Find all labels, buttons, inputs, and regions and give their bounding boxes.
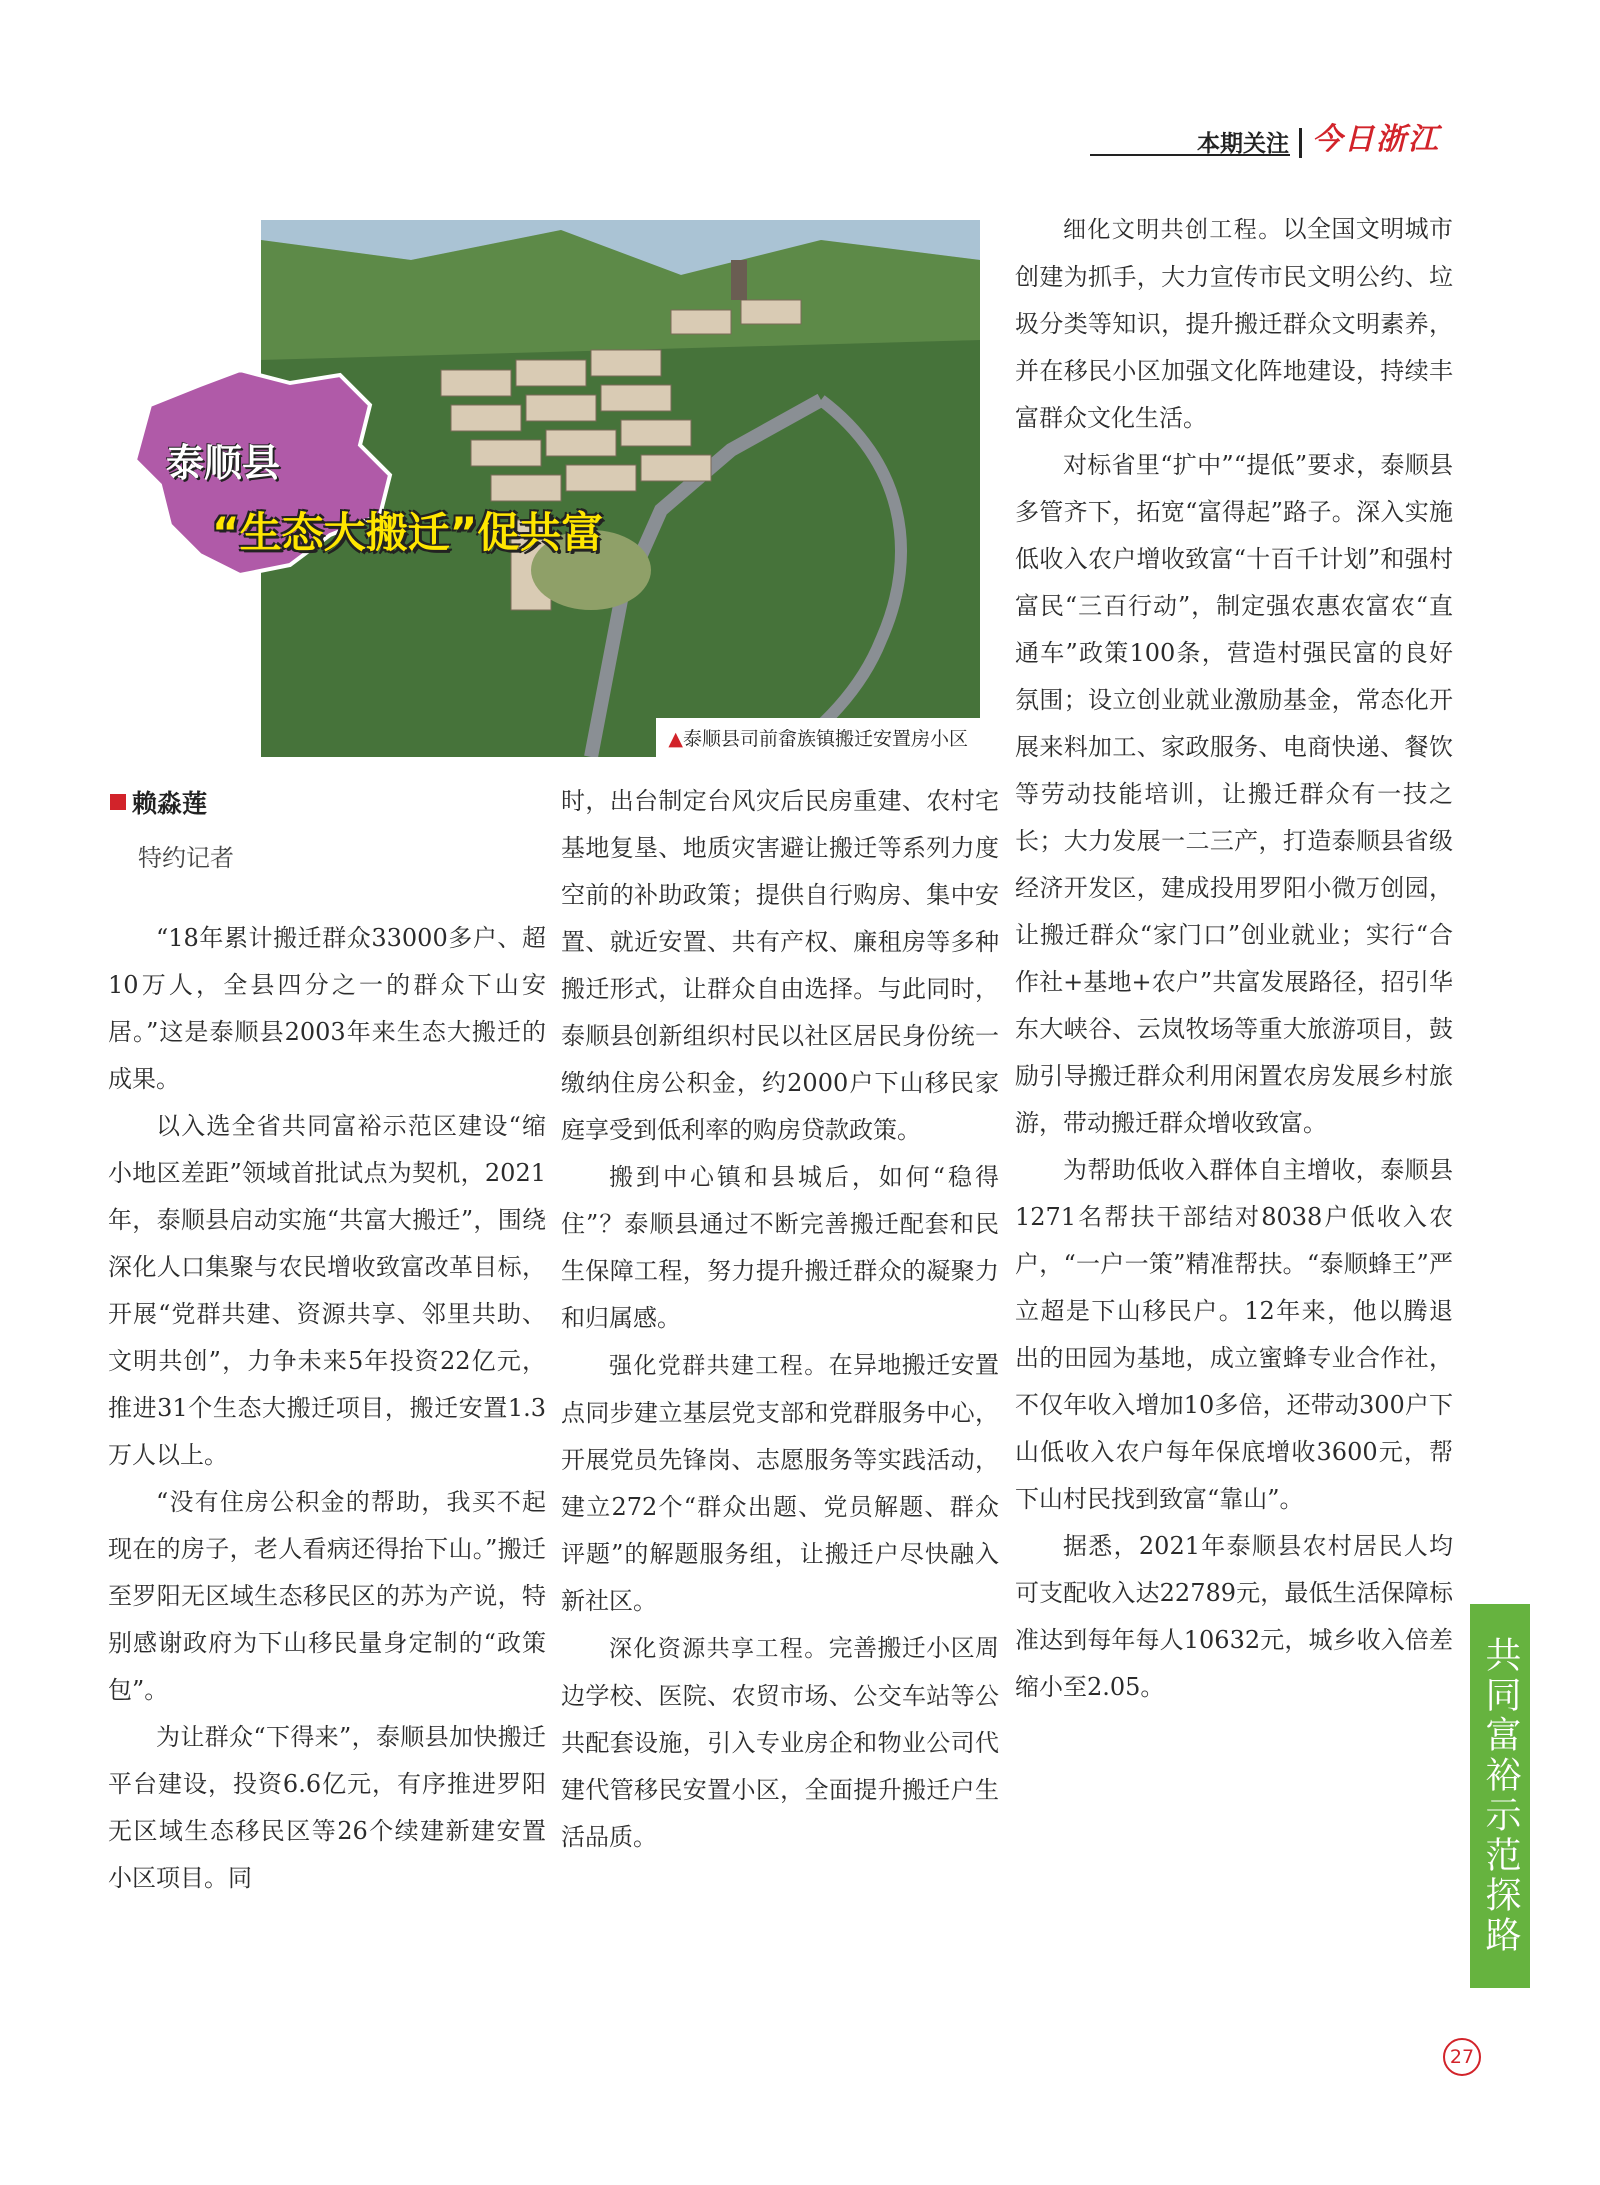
paragraph [1015,206,1453,442]
paragraph: “没有住房公积金的帮助，我买不起现在的房子，老人看病还得抬下山。”搬迁至罗阳无区域生态移民区的苏为产说，特别感谢政府为下山移民量身定制的“政策包”。 [108,1488,546,1704]
section-lead: 深化资源共享工程。 [609,1636,829,1662]
byline [110,784,234,873]
paragraph: 据悉，2021年泰顺县农村居民人均可支配收入达22789元，最低生活保障标准达到每年每人10632元，城乡收入倍差缩小至2.05。 [1015,1532,1453,1701]
section-tab: 共同富裕示范探路 [1470,1604,1530,1988]
byline-square-icon [110,794,126,810]
page-header [1197,118,1440,158]
header-divider [1299,128,1302,158]
section-lead: 强化党群共建工程。 [609,1353,829,1379]
paragraph: “18年累计搬迁群众33000多户、超10万人，全县四分之一的群众下山安居。”这是泰顺县2003年来生态大搬迁的成果。 [108,924,546,1093]
headline-main: “生态大搬迁”促共富 [212,508,604,557]
article-column-3 [1015,206,1453,1711]
author-role: 特约记者 [138,844,234,872]
section-body: 在异地搬迁安置点同步建立基层党支部和党群服务中心，开展党员先锋岗、志愿服务等实践活动，建立272个“群众出题、党员解题、群众评题”的解题服务组，让搬迁户尽快融入新社区。 [561,1351,1000,1615]
photo-caption [656,718,980,757]
section-body: 完善搬迁小区周边学校、医院、农贸市场、公交车站等公共配套设施，引入专业房企和物业公司代建代管移民安置小区，全面提升搬迁户生活品质。 [561,1634,1000,1851]
section-lead: 细化文明共创工程。 [1063,217,1283,243]
paragraph: 以入选全省共同富裕示范区建设“缩小地区差距”领域首批试点为契机，2021年，泰顺县启动实施“共富大搬迁”，围绕深化人口集聚与农民增收致富改革目标，开展“党群共建、资源共享、邻里共助、文明共创”，力争未来5年投资22亿元，推进31个生态大搬迁项目，搬迁安置1.3万人以上。 [108,1112,546,1469]
author-name-row [110,784,234,820]
paragraph [561,1625,999,1861]
section-body: 以全国文明城市创建为抓手，大力宣传市民文明公约、垃圾分类等知识，提升搬迁群众文明素养，并在移民小区加强文化阵地建设，持续丰富群众文化生活。 [1015,215,1454,432]
column-label: 本期关注 [1197,131,1289,157]
author-name: 赖淼莲 [132,789,208,818]
page-number: 27 [1443,2038,1481,2076]
caption-triangle-icon: ▲ [668,728,683,750]
headline-county: 泰顺县 [166,441,281,485]
paragraph: 搬到中心镇和县城后，如何“稳得住”？泰顺县通过不断完善搬迁配套和民生保障工程，努力提升搬迁群众的凝聚力和归属感。 [561,1163,999,1332]
article-column-1 [108,915,546,1902]
paragraph: 时，出台制定台风灾后民房重建、农村宅基地复垦、地质灾害避让搬迁等系列力度空前的补助政策；提供自行购房、集中安置、就近安置、共有产权、廉租房等多种搬迁形式，让群众自由选择。与此同时，泰顺县创新组织村民以社区居民身份统一缴纳住房公积金，约2000户下山移民家庭享受到低利率的购房贷款政策。 [561,787,999,1144]
paragraph: 为让群众“下得来”，泰顺县加快搬迁平台建设，投资6.6亿元，有序推进罗阳无区域生态移民区等26个续建新建安置小区项目。同 [108,1723,546,1892]
paragraph: 为帮助低收入群体自主增收，泰顺县1271名帮扶干部结对8038户低收入农户，“一户一策”精准帮扶。“泰顺蜂王”严立超是下山移民户。12年来，他以腾退出的田园为基地，成立蜜蜂专业合作社，不仅年收入增加10多倍，还带动300户下山低收入农户每年保底增收3600元，帮下山村民找到致富“靠山”。 [1015,1156,1453,1513]
paragraph [561,1342,999,1625]
paragraph: 对标省里“扩中”“提低”要求，泰顺县多管齐下，拓宽“富得起”路子。深入实施低收入农户增收致富“十百千计划”和强村富民“三百行动”，制定强农惠农富农“直通车”政策100条，营造村强民富的良好氛围；设立创业就业激励基金，常态化开展来料加工、家政服务、电商快递、餐饮等劳动技能培训，让搬迁群众有一技之长；大力发展一二三产，打造泰顺县省级经济开发区，建成投用罗阳小微万创园，让搬迁群众“家门口”创业就业；实行“合作社+基地+农户”共富发展路径，招引华东大峡谷、云岚牧场等重大旅游项目，鼓励引导搬迁群众利用闲置农房发展乡村旅游，带动搬迁群众增收致富。 [1015,451,1453,1137]
caption-text: 泰顺县司前畲族镇搬迁安置房小区 [682,728,968,750]
magazine-logo: 今日浙江 [1312,122,1440,157]
article-column-2 [561,778,999,1861]
